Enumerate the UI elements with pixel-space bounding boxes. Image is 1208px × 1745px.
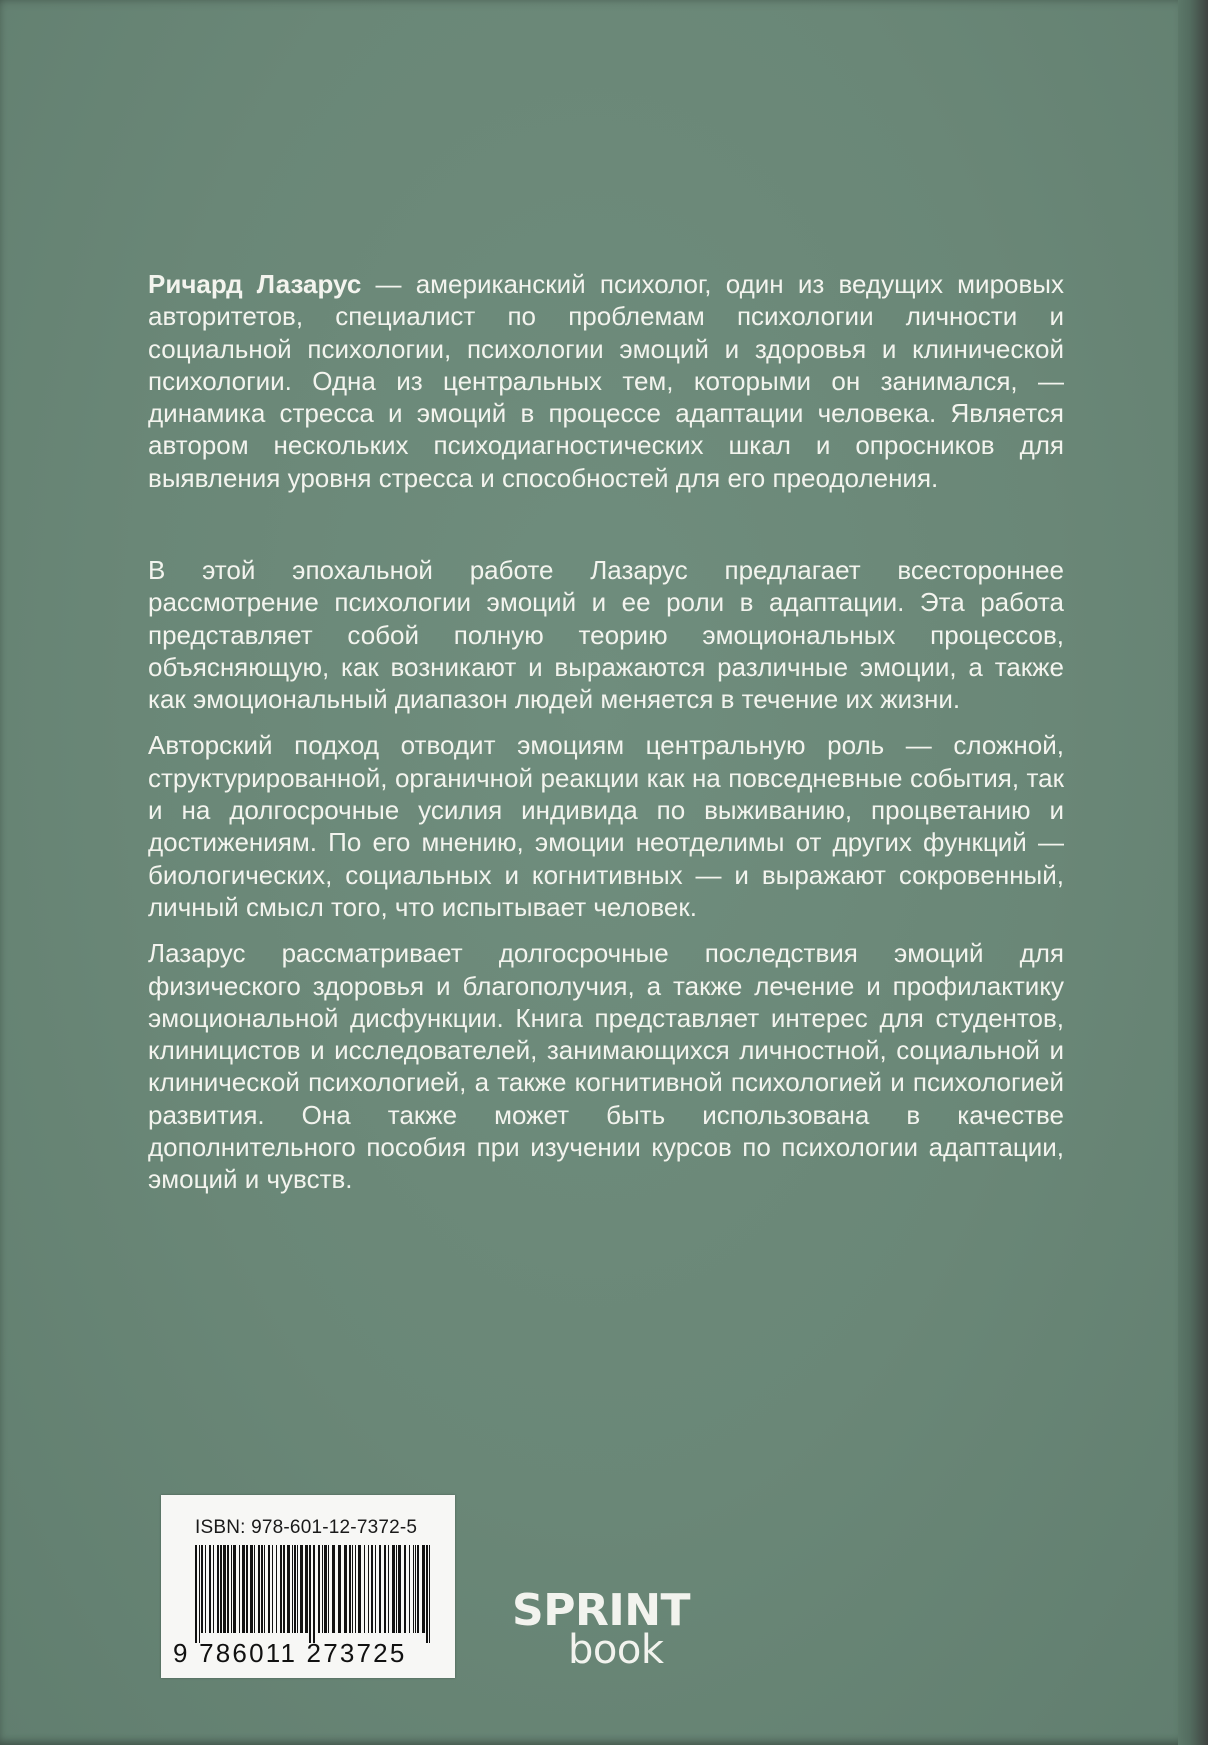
isbn-barcode-label <box>161 1495 455 1678</box>
isbn-number: ISBN: 978-601-12-7372-5 <box>195 1517 418 1538</box>
cover-edge <box>1178 0 1208 1745</box>
publisher-logo-book: book <box>568 1627 664 1673</box>
author-name: Ричард Лазарус <box>148 269 362 299</box>
publisher-logo <box>512 1585 712 1678</box>
barcode-icon <box>193 1545 433 1643</box>
barcode-digits: 9 786011 273725 <box>173 1638 407 1668</box>
author-bio <box>148 268 1064 494</box>
book-description <box>148 554 1064 1196</box>
description-paragraph: Авторский подход отводит эмоциям центральную роль — сложной, структурированной, органичной реакции как на повседневные события, так и на долгосрочные усилия индивида по выживанию, процветанию и достижениям. По его мнению, эмоции неотделимы от других функций — биологических, социальных и когнитивных — и выражают сокровенный, личный смысл того, что испытывает человек. <box>148 730 1064 922</box>
description-paragraph: Лазарус рассматривает долгосрочные последствия эмоций для физического здоровья и благополучия, а также лечение и профилактику эмоциональной дисфункции. Книга представляет интерес для студентов, клиницистов и исследователей, занимающихся личностной, социальной и клинической психологией, а также когнитивной психологией и психологией развития. Она также может быть использована в качестве дополнительного пособия при изучении курсов по психологии адаптации, эмоций и чувств. <box>148 938 1064 1195</box>
publisher-logo-sprint: SPRINT <box>512 1585 691 1636</box>
description-paragraph: В этой эпохальной работе Лазарус предлагает всестороннее рассмотрение психологии эмоций и ее роли в адаптации. Эта работа представляет собой полную теорию эмоциональных процессов, объясняющую, как возникают и выражаются различные эмоции, а также как эмоциональный диапазон людей меняется в течение их жизни. <box>148 555 1064 715</box>
author-bio-text: — американский психолог, один из ведущих мировых авторитетов, специалист по проблемам психологии личности и социальной психологии, психологии эмоций и здоровья и клинической психологии. Одна из центральных тем, которыми он занимался, — динамика стресса и эмоций в процессе адаптации человека. Является автором нескольких психодиагностических шкал и опросников для выявления уровня стресса и способностей для его преодоления. <box>148 269 1064 493</box>
